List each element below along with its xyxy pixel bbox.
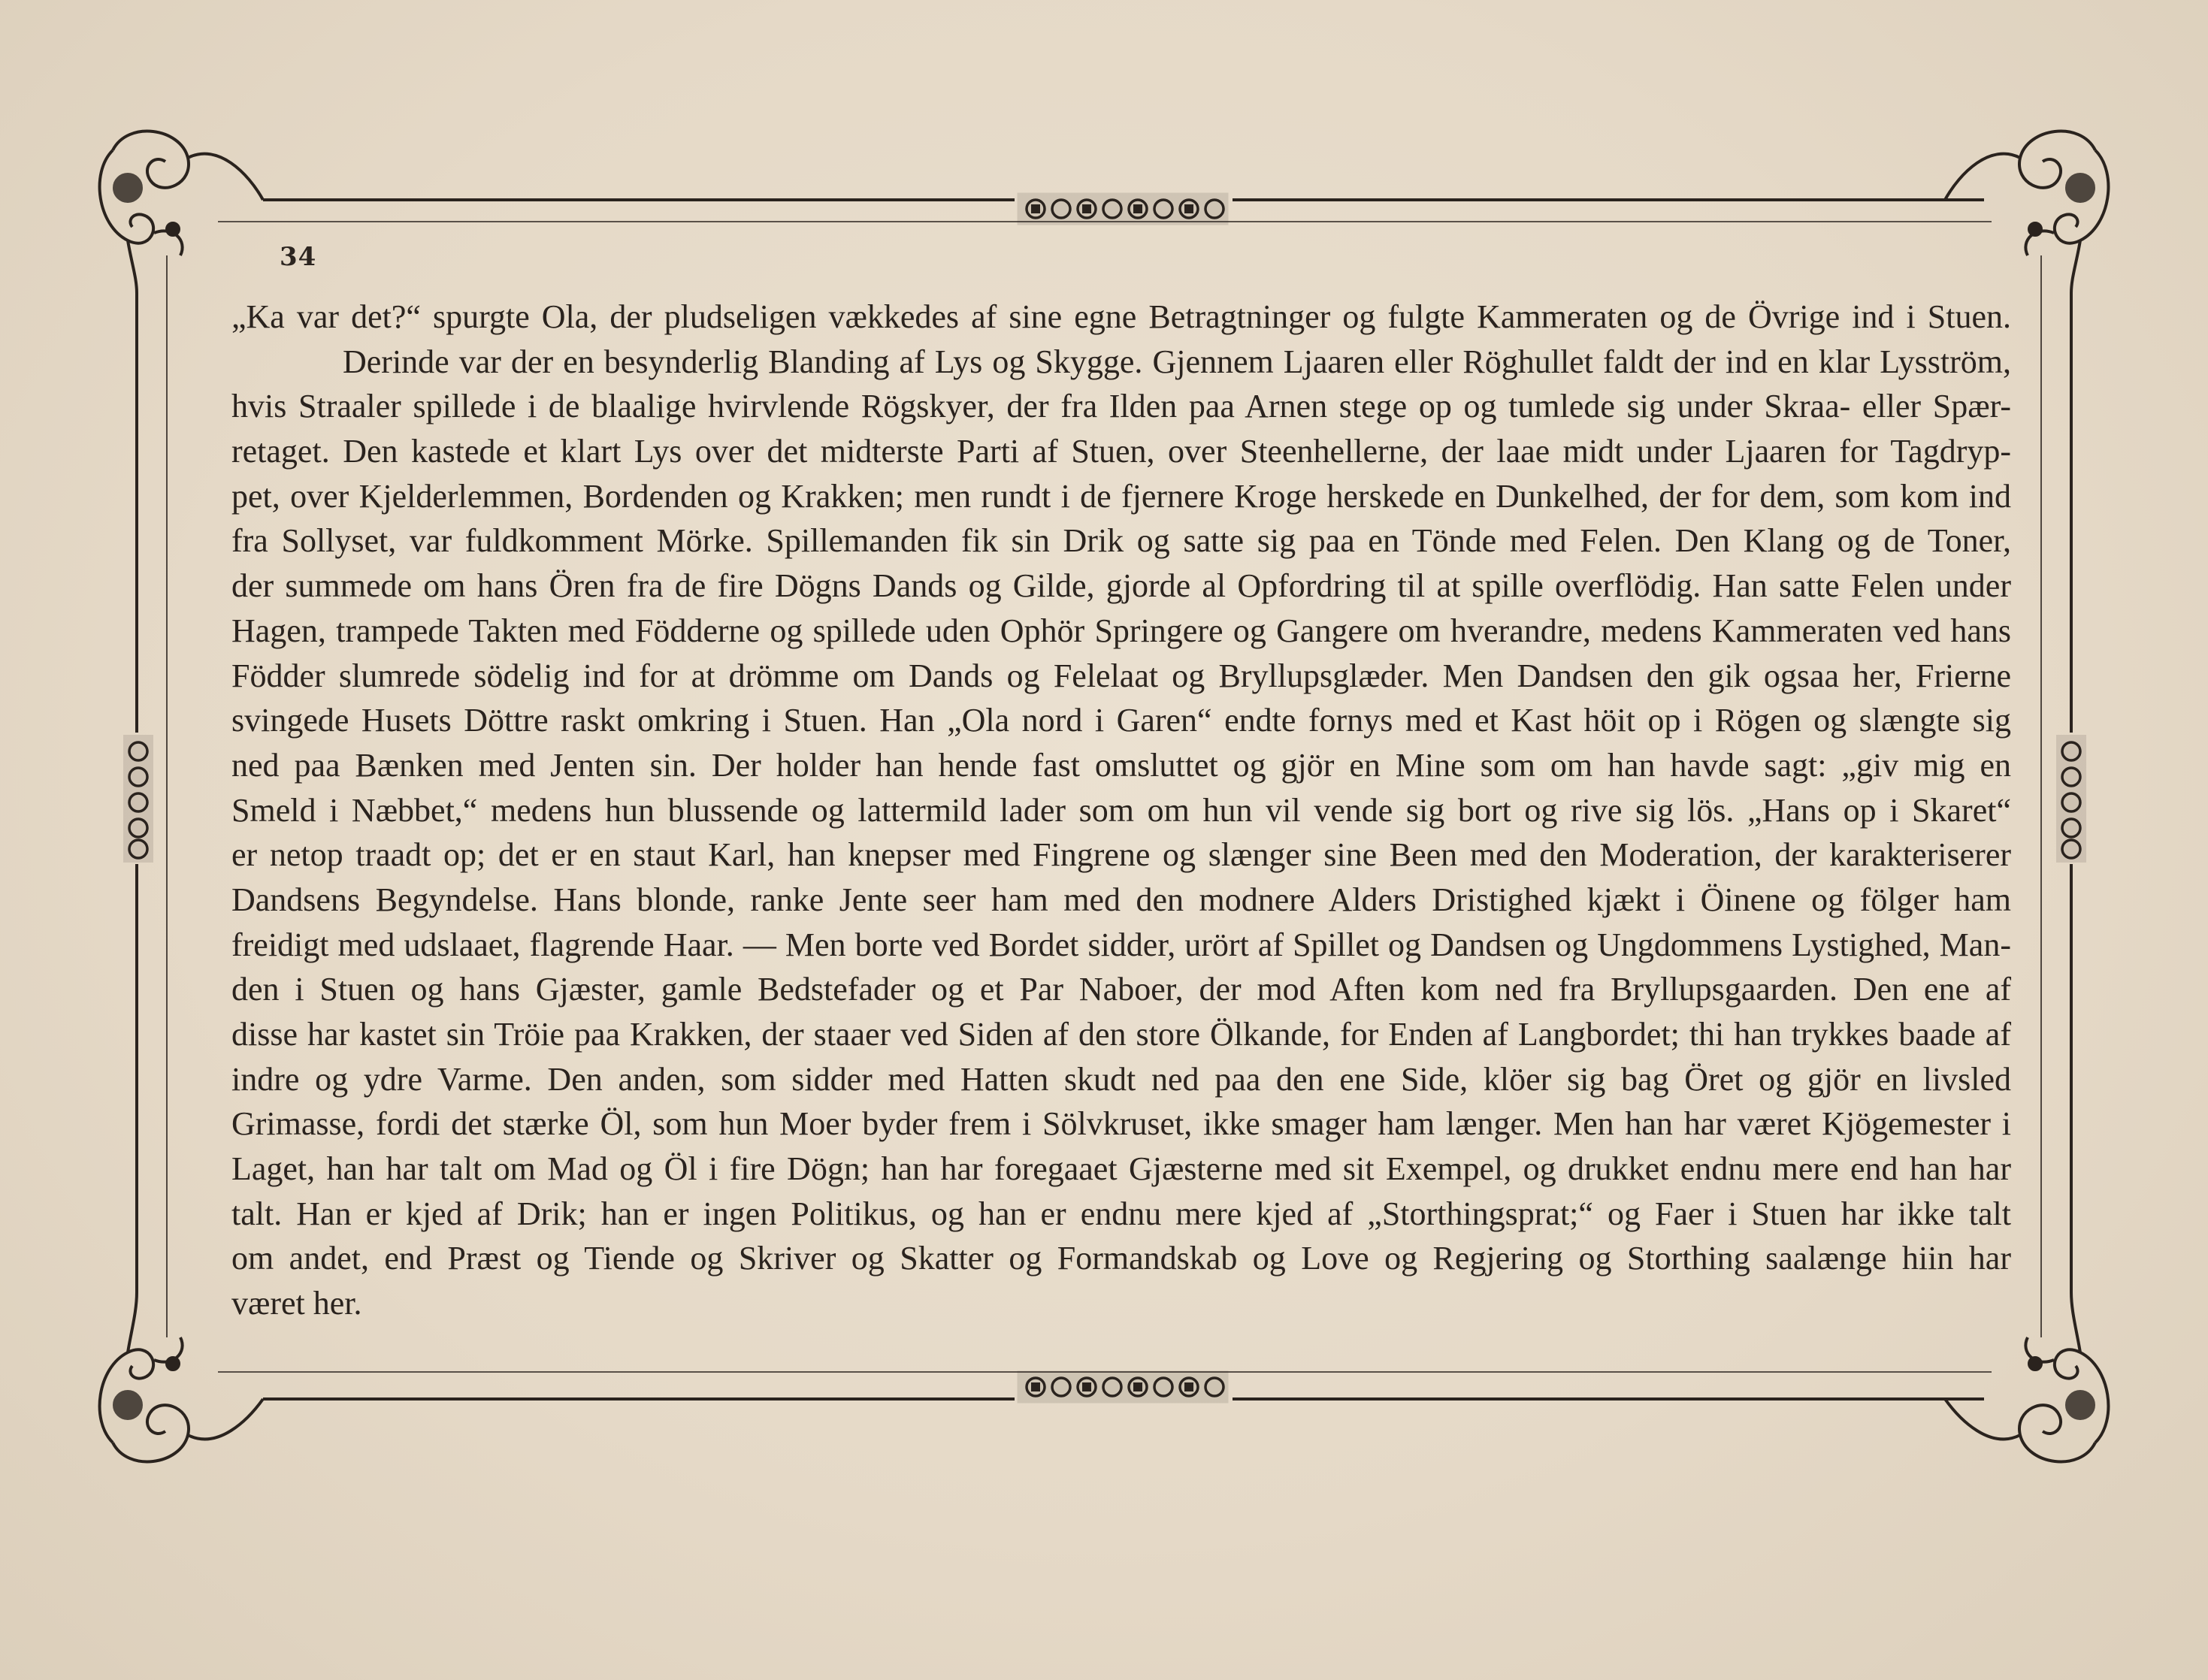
page-number: 34 [280,242,317,272]
text-line: disse har kastet sin Tröie paa Krakken, der staaer ved Siden af den store Ölkande, for Enden af Langbordet; thi han trykkes baade af [231,1016,2011,1053]
text-line: freidigt med udslaaet, flagrende Haar. — Men borte ved Bordet sidder, urört af Spillet og Dandsen og Ungdommens Lystighed, Man- [231,926,2011,963]
text-line: Laget, han har talt om Mad og Öl i fire Dögn; han har foregaaet Gjæsterne med sit Exempel, og drukket endnu mere end han har [231,1150,2011,1188]
corner-ornament-top-right [1945,131,2108,293]
top-lattice-band [1018,194,1227,224]
text-line: pet, over Kjelderlemmen, Bordenden og Krakken; men rundt i de fjernere Kroge herskede en Dunkelhed, der for dem, som kom ind [231,477,2011,515]
text-line: Derinde var der en besynderlig Blanding af Lys og Skygge. Gjennem Ljaaren eller Röghullet faldt der ind en klar Lysström, [343,343,2011,380]
text-line: Dandsens Begyndelse. Hans blonde, ranke Jente seer ham med den modnere Alders Dristighed kjækt i Öinene og fölger ham [231,881,2011,918]
text-line: indre og ydre Varme. Den anden, som sidder med Hatten skudt ned paa den ene Side, klöer sig bag Öret og gjör en livsled [231,1060,2011,1098]
corner-ornament-top-left [100,131,263,293]
bottom-lattice-band [1018,1372,1227,1402]
text-line: om andet, end Præst og Tiende og Skriver og Skatter og Formandskab og Love og Regjering og Storthing saalænge hiin har [231,1240,2011,1277]
text-line: er netop traadt op; det er en staut Karl, han knepser med Fingrene og slænger sine Been med den Moderation, der karakteriserer [231,836,2011,874]
text-line: fra Sollyset, var fuldkomment Mörke. Spillemanden fik sin Drik og satte sig paa en Tönde med Felen. Den Klang og de Toner, [231,522,2011,560]
right-lattice-band [2056,735,2086,863]
body-paragraph [231,295,2011,1326]
text-line: Smeld i Næbbet,“ medens hun blussende og lattermild lader som om hun vil vende sig bort og rive sig lös. „Hans op i Skaret“ [231,791,2011,829]
text-line: den i Stuen og hans Gjæster, gamle Bedstefader og et Par Naboer, der mod Aften kom ned fra Bryllupsgaarden. Den ene af [231,971,2011,1008]
left-lattice-band [123,735,153,863]
text-line: hvis Straaler spillede i de blaalige hvirvlende Rögskyer, der fra Ilden paa Arnen stege op og tumlede sig under Skraa- eller Spær- [231,388,2011,425]
text-line: retaget. Den kastede et klart Lys over det midterste Parti af Stuen, over Steenhellerne, der laae midt under Ljaaren for Tagdryp- [231,433,2011,470]
text-line: talt. Han er kjed af Drik; han er ingen Politikus, og han er endnu mere kjed af „Storthingsprat;“ og Faer i Stuen har ikke talt [231,1195,2011,1232]
text-line: været her. [231,1285,362,1322]
text-line: „Ka var det?“ spurgte Ola, der pludseligen vækkedes af sine egne Betragtninger og fulgte Kammeraten og de Övrige ind i Stuen. [231,298,2011,335]
text-line: Grimasse, fordi det stærke Öl, som hun Moer byder frem i Sölvkruset, ikke smager ham længer. Men han har været Kjögemester i [231,1105,2011,1143]
text-line: ned paa Bænken med Jenten sin. Der holder han hende fast omsluttet og gjör en Mine som om han havde sagt: „giv mig en [231,746,2011,784]
text-line: Födder slumrede södelig ind for at drömme om Dands og Felelaat og Bryllupsglæder. Men Dandsen den gik ogsaa her, Frierne [231,657,2011,694]
text-line: der summede om hans Ören fra de fire Dögns Dands og Gilde, gjorde al Opfordring til at spille overflödig. Han satte Felen under [231,567,2011,605]
text-line: svingede Husets Döttre raskt omkring i Stuen. Han „Ola nord i Garen“ endte fornys med et Kast höit op i Rögen og slængte sig [231,702,2011,739]
text-line: Hagen, trampede Takten med Födderne og spillede uden Ophör Springere og Gangere om hverandre, medens Kammeraten ved hans [231,612,2011,649]
